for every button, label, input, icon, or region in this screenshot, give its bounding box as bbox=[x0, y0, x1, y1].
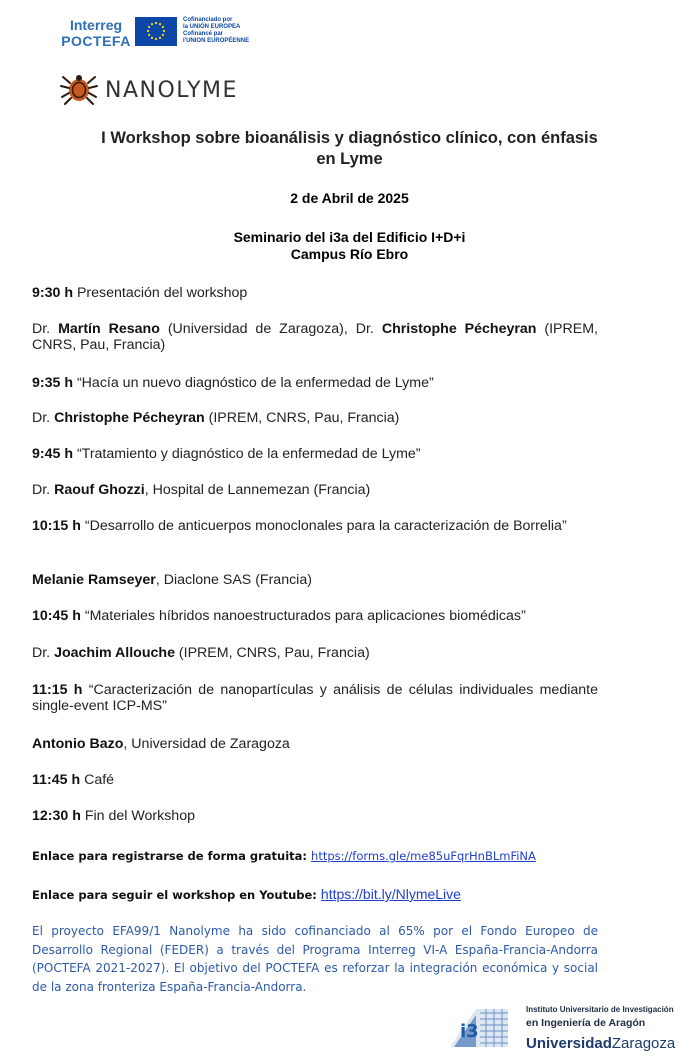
program-item bbox=[32, 285, 598, 301]
speaker-name: Antonio Bazo bbox=[32, 736, 124, 752]
cofin-fr-line1: Cofinancé par bbox=[183, 31, 224, 37]
speaker-affiliation: , Diaclone SAS (Francia) bbox=[155, 572, 312, 588]
program-time: 11:45 h bbox=[32, 772, 81, 788]
cofin-fr-line2: l'UNION EUROPÉENNE bbox=[183, 38, 250, 44]
register-link[interactable]: https://forms.gle/me85uFqrHnBLmFiNA bbox=[311, 849, 536, 863]
speaker-affiliation: (IPREM, CNRS, Pau, Francia) bbox=[204, 410, 400, 426]
footer-line-2: en Ingeniería de Aragón bbox=[526, 1017, 646, 1029]
svg-text:i3: i3 bbox=[460, 1021, 479, 1042]
speaker-affiliation: , Universidad de Zaragoza bbox=[123, 736, 290, 752]
workshop-date: 2 de Abril de 2025 bbox=[290, 190, 409, 206]
program-text: Presentación del workshop bbox=[73, 285, 248, 301]
speaker-affiliation: (IPREM, CNRS, Pau, Francia) bbox=[174, 645, 370, 661]
program-item bbox=[32, 446, 598, 462]
speaker-name: Raouf Ghozzi bbox=[54, 482, 145, 498]
speaker-prefix: Dr. bbox=[32, 645, 55, 661]
speaker-name: Christophe Pécheyran bbox=[381, 321, 537, 337]
speaker-name: Martín Resano bbox=[58, 321, 160, 337]
speaker-prefix: Dr. bbox=[32, 410, 55, 426]
program-text: “Hacía un nuevo diagnóstico de la enfermedad de Lyme” bbox=[73, 375, 434, 391]
unizar-bold: Universidad bbox=[526, 1035, 612, 1052]
speaker-prefix: Dr. bbox=[32, 482, 55, 498]
footer-institution-text bbox=[526, 1005, 699, 1053]
speaker-affiliation: (Universidad de Zaragoza), Dr. bbox=[159, 321, 382, 337]
interreg-text: Interreg bbox=[69, 17, 123, 33]
cofin-es-line1: Cofinanciado por bbox=[183, 17, 233, 23]
venue-line-1: Seminario del i3a del Edificio I+D+i bbox=[233, 229, 466, 245]
cofinance-text bbox=[183, 17, 293, 45]
program-speakers bbox=[32, 410, 598, 426]
program-time: 9:30 h bbox=[32, 285, 74, 301]
program-text: “Desarrollo de anticuerpos monoclonales para la caracterización de Borrelia” bbox=[80, 518, 567, 534]
eu-flag-icon bbox=[135, 17, 177, 46]
program-time: 12:30 h bbox=[32, 808, 81, 824]
program-text: Café bbox=[80, 772, 115, 788]
program-item bbox=[32, 518, 598, 534]
speaker-prefix: Dr. bbox=[32, 321, 59, 337]
program-text: Fin del Workshop bbox=[80, 808, 195, 824]
program-item bbox=[32, 608, 598, 624]
footer-line-3 bbox=[526, 1035, 699, 1053]
program-time: 10:15 h bbox=[32, 518, 81, 534]
speaker-affiliation: (IPREM, CNRS, Pau, Francia) bbox=[32, 321, 598, 353]
program-time: 11:15 h bbox=[32, 682, 83, 698]
nanolyme-tick-icon bbox=[60, 72, 98, 106]
register-label: Enlace para registrarse de forma gratuita: bbox=[32, 849, 312, 863]
program-speakers bbox=[32, 645, 598, 661]
youtube-link-line bbox=[32, 886, 461, 902]
program-item bbox=[32, 808, 598, 824]
speaker-name: Joachim Allouche bbox=[54, 645, 175, 661]
cofin-es-line2: la UNIÓN EUROPEA bbox=[183, 24, 241, 30]
speaker-affiliation: , Hospital de Lannemezan (Francia) bbox=[144, 482, 371, 498]
workshop-venue bbox=[0, 229, 699, 263]
i3a-logo-icon bbox=[446, 1003, 512, 1053]
speaker-name: Melanie Ramseyer bbox=[32, 572, 156, 588]
program-time: 10:45 h bbox=[32, 608, 81, 624]
speaker-name: Christophe Pécheyran bbox=[54, 410, 205, 426]
program-speakers bbox=[32, 321, 598, 353]
venue-line-2: Campus Río Ebro bbox=[290, 246, 409, 262]
program-text: “Caracterización de nanopartículas y análisis de células individuales mediante single-event ICP-MS” bbox=[32, 682, 598, 714]
program-speakers bbox=[32, 736, 598, 752]
youtube-label: Enlace para seguir el workshop en Youtube: bbox=[32, 888, 321, 902]
program-item bbox=[32, 772, 598, 788]
register-link-line bbox=[32, 849, 536, 863]
program-time: 9:45 h bbox=[32, 446, 74, 462]
program-speakers bbox=[32, 482, 598, 498]
footer-line-1: Instituto Universitario de Investigación bbox=[526, 1005, 674, 1014]
program-text: “Tratamiento y diagnóstico de la enfermedad de Lyme” bbox=[73, 446, 421, 462]
poctefa-text: POCTEFA bbox=[61, 33, 131, 49]
program-text: “Materiales híbridos nanoestructurados para aplicaciones biomédicas” bbox=[80, 608, 526, 624]
nanolyme-wordmark: NANOLYME bbox=[105, 78, 238, 103]
workshop-title: I Workshop sobre bioanálisis y diagnóstico clínico, con énfasis en Lyme bbox=[101, 129, 598, 168]
program-time: 9:35 h bbox=[32, 375, 74, 391]
unizar-rest: Zaragoza bbox=[611, 1035, 676, 1052]
program-item bbox=[32, 375, 598, 391]
program-speakers bbox=[32, 572, 598, 588]
funding-notice: El proyecto EFA99/1 Nanolyme ha sido cofinanciado al 65% por el Fondo Europeo de Desarrollo Regional (FEDER) a través del Programa Interreg VI-A España-Francia-Andorra (POCTEFA 2021-2027). El objetivo del POCTEFA es reforzar la integración económica y social de la zona fronteriza España-Francia-Andorra. bbox=[32, 924, 598, 994]
program-item bbox=[32, 682, 598, 714]
youtube-link[interactable]: https://bit.ly/NlymeLive bbox=[320, 886, 461, 902]
interreg-wordmark bbox=[57, 17, 135, 49]
